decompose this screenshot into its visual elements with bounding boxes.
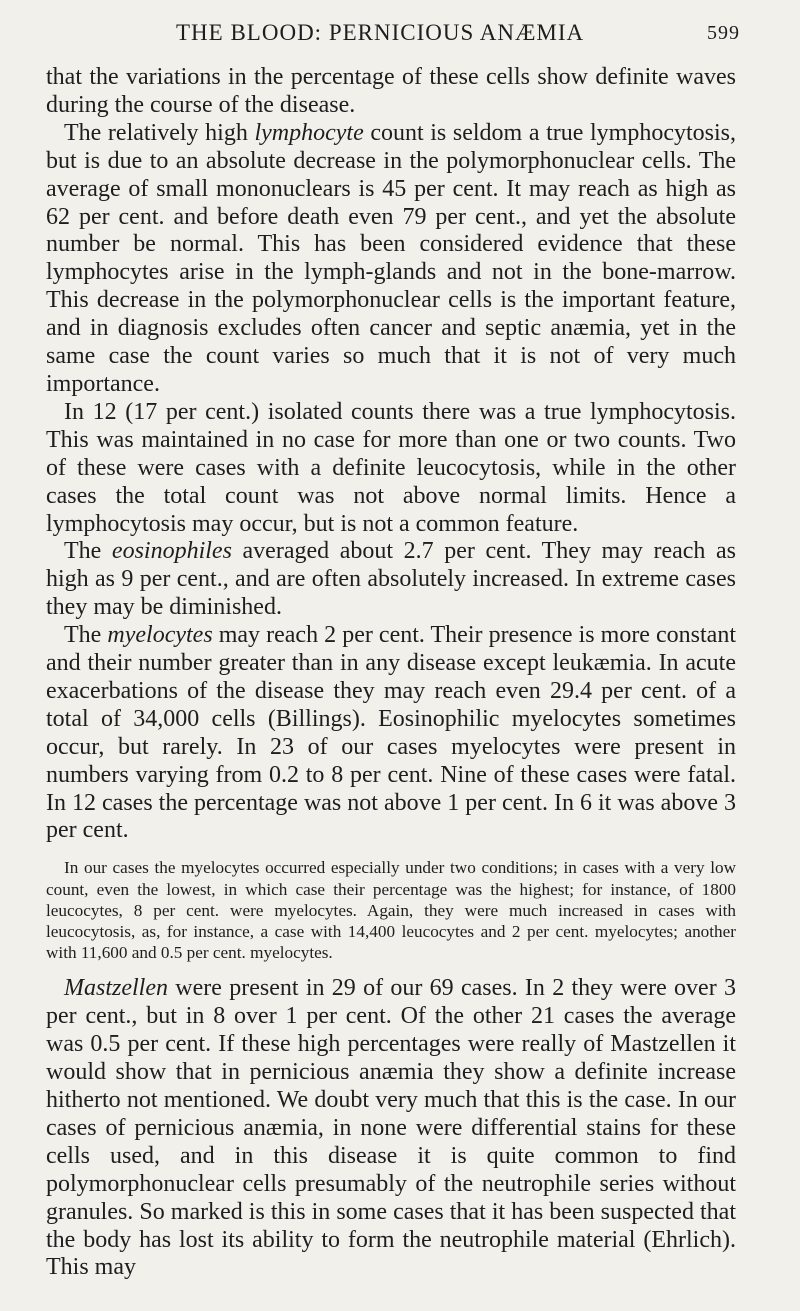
paragraph-text: that the variations in the percentage of these cells show definite waves during the course of the disease.	[46, 64, 736, 118]
paragraph-text: count is seldom a true lymphocytosis, but is due to an absolute decrease in the polymorphonuclear cells. The average of small mononuclears is 45 per cent. It may reach as high as 62 per cent. and before death even 79 per cent., and yet the absolute number be normal. This has been considered evidence that these lymphocytes arise in the lymph-glands and not in the bone-marrow. This decrease in the polymorphonuclear cells is the important feature, and in diagnosis excludes often cancer and septic anæmia, yet in the same case the count varies so much that it is not of very much importance.	[46, 119, 736, 397]
running-head-title: THE BLOOD: PERNICIOUS ANÆMIA	[176, 20, 585, 45]
running-head	[46, 20, 740, 52]
paragraph-eosinophiles	[46, 538, 736, 622]
page-number: 599	[707, 22, 740, 44]
paragraph-continuation	[46, 64, 736, 120]
paragraph-text: may reach 2 per cent. Their presence is more constant and their number greater than in any disease except leukæmia. In acute exacerbations of the disease they may reach even 29.4 per cent. of a total of 34,000 cells (Billings). Eosinophilic myelocytes sometimes occur, but rarely. In 23 of our cases myelocytes were present in numbers varying from 0.2 to 8 per cent. Nine of these cases were fatal. In 12 cases the percentage was not above 1 per cent. In 6 it was above 3 per cent.	[46, 622, 737, 844]
paragraph-text: The	[64, 622, 108, 649]
paragraph-text: were present in 29 of our 69 cases. In 2 they were over 3 per cent., but in 8 over 1 per cent. Of the other 21 cases the average was 0.5 per cent. If these high percentages were really of Mastzellen it would show that in pernicious anæmia they show a definite increase hitherto not mentioned. We doubt very much that this is the case. In our cases of pernicious anæmia, in none were differential stains for these cells used, and in this disease it is quite common to find polymorphonuclear cells presumably of the neutrophile series without granules. So marked is this in some cases that it has been suspected that the body has lost its ability to form the neutrophile material (Ehrlich). This may	[46, 975, 736, 1281]
paragraph-lymphocytosis	[46, 399, 736, 539]
paragraph-text: In 12 (17 per cent.) isolated counts there was a true lymphocytosis. This was maintained in no case for more than one or two counts. Two of these were cases with a definite leucocytosis, while in the other cases the total count was not above normal limits. Hence a lymphocytosis may occur, but is not a common feature.	[46, 398, 736, 537]
book-page	[46, 20, 740, 1282]
paragraph-text: averaged about 2.7 per cent. They may reach as high as 9 per cent., and are often absolutely increased. In extreme cases they may be diminished.	[46, 538, 737, 621]
body-text-continued	[46, 975, 736, 1282]
body-text	[46, 64, 736, 845]
paragraph-myelocytes	[46, 622, 736, 845]
paragraph-lymphocyte	[46, 120, 736, 399]
italic-term: myelocytes	[107, 622, 213, 649]
italic-term: lymphocyte	[254, 119, 364, 146]
small-print-note: In our cases the myelocytes occurred especially under two conditions; in cases with a very low count, even the lowest, in which case their percentage was the highest; for instance, of 1800 leucocytes, 8 per cent. were myelocytes. Again, they were much increased in cases with leucocytosis, as, for instance, a case with 14,400 leucocytes and 2 per cent. myelocytes; another with 11,600 and 0.5 per cent. myelocytes.	[46, 858, 736, 963]
paragraph-text: The	[64, 538, 112, 565]
italic-term: eosinophiles	[111, 538, 232, 565]
paragraph-text: The relatively high	[64, 119, 255, 146]
paragraph-mastzellen	[46, 975, 736, 1282]
italic-term: Mastzellen	[64, 975, 168, 1002]
